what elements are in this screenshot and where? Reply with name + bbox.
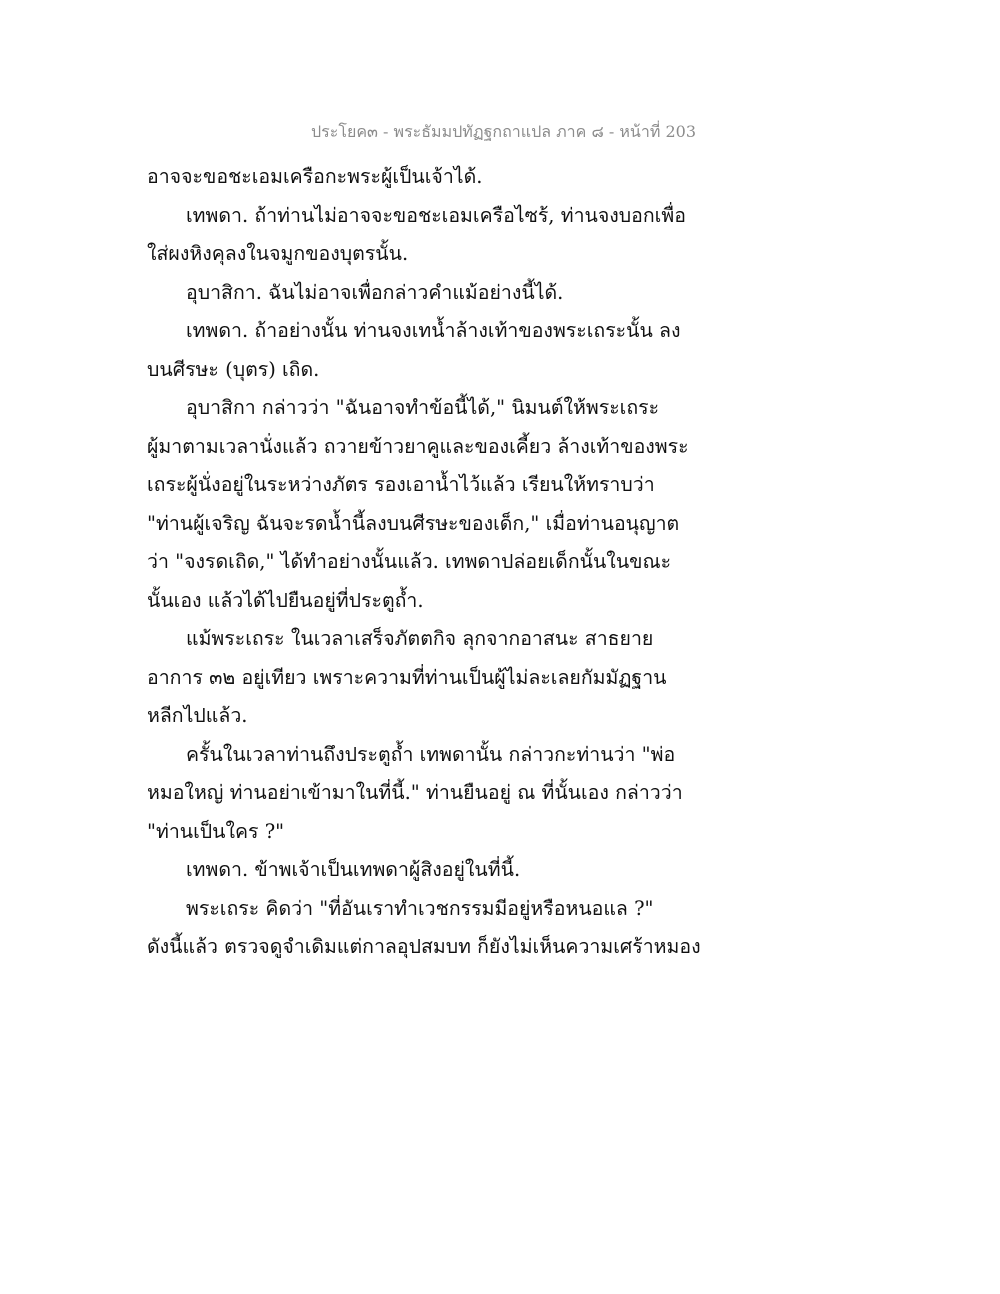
text-line: ว่า "จงรดเถิด," ได้ทำอย่างนั้นแล้ว. เทพดาปล่อยเด็กนั้นในขณะ (147, 550, 672, 573)
running-header: ประโยค๓ - พระธัมมปทัฏฐกถาแปล ภาค ๘ - หน้าที่ 203 (311, 122, 696, 141)
text-line: ครั้นในเวลาท่านถึงประตูถ้ำ เทพดานั้น กล่าวกะท่านว่า "พ่อ (186, 742, 676, 766)
text-line: แม้พระเถระ ในเวลาเสร็จภัตตกิจ ลุกจากอาสนะ สาธยาย (186, 627, 654, 650)
text-line: อุบาสิกา กล่าวว่า "ฉันอาจทำข้อนี้ได้," นิมนต์ให้พระเถระ (186, 396, 660, 419)
text-line: เทพดา. ข้าพเจ้าเป็นเทพดาผู้สิงอยู่ในที่นี้. (186, 858, 521, 881)
text-line: "ท่านผู้เจริญ ฉันจะรดน้ำนี้ลงบนศีรษะของเด็ก," เมื่อท่านอนุญาต (147, 511, 680, 535)
text-line: นั้นเอง แล้วได้ไปยืนอยู่ที่ประตูถ้ำ. (147, 588, 424, 612)
text-line: อาจจะขอชะเอมเครือกะพระผู้เป็นเจ้าได้. (147, 165, 483, 188)
body-text (147, 158, 707, 967)
text-line: ใส่ผงหิงคุลงในจมูกของบุตรนั้น. (147, 242, 409, 265)
text-line: ผู้มาตามเวลานั่งแล้ว ถวายข้าวยาคูและของเคี้ยว ล้างเท้าของพระ (147, 434, 689, 458)
text-line: อาการ ๓๒ อยู่เทียว เพราะความที่ท่านเป็นผู้ไม่ละเลยกัมมัฏฐาน (147, 665, 667, 689)
text-line: พระเถระ คิดว่า "ที่อันเราทำเวชกรรมมีอยู่หรือหนอแล ?" (186, 896, 654, 920)
text-line: เทพดา. ถ้าอย่างนั้น ท่านจงเทน้ำล้างเท้าของพระเถระนั้น ลง (186, 319, 681, 342)
text-line: หมอใหญ่ ท่านอย่าเข้ามาในที่นี้." ท่านยืนอยู่ ณ ที่นั้นเอง กล่าวว่า (147, 781, 683, 804)
text-line: เทพดา. ถ้าท่านไม่อาจจะขอชะเอมเครือไซร้, ท่านจงบอกเพื่อ (186, 203, 686, 227)
text-line: เถระผู้นั่งอยู่ในระหว่างภัตร รองเอาน้ำไว้แล้ว เรียนให้ทราบว่า (147, 473, 655, 496)
text-line: บนศีรษะ (บุตร) เถิด. (147, 357, 320, 381)
text-line: "ท่านเป็นใคร ?" (147, 819, 285, 843)
text-line: อุบาสิกา. ฉันไม่อาจเพื่อกล่าวคำแม้อย่างนี้ได้. (186, 280, 564, 304)
text-line: ดังนี้แล้ว ตรวจดูจำเดิมแต่กาลอุปสมบท ก็ยังไม่เห็นความเศร้าหมอง (147, 935, 701, 958)
text-line: หลีกไปแล้ว. (147, 704, 248, 727)
